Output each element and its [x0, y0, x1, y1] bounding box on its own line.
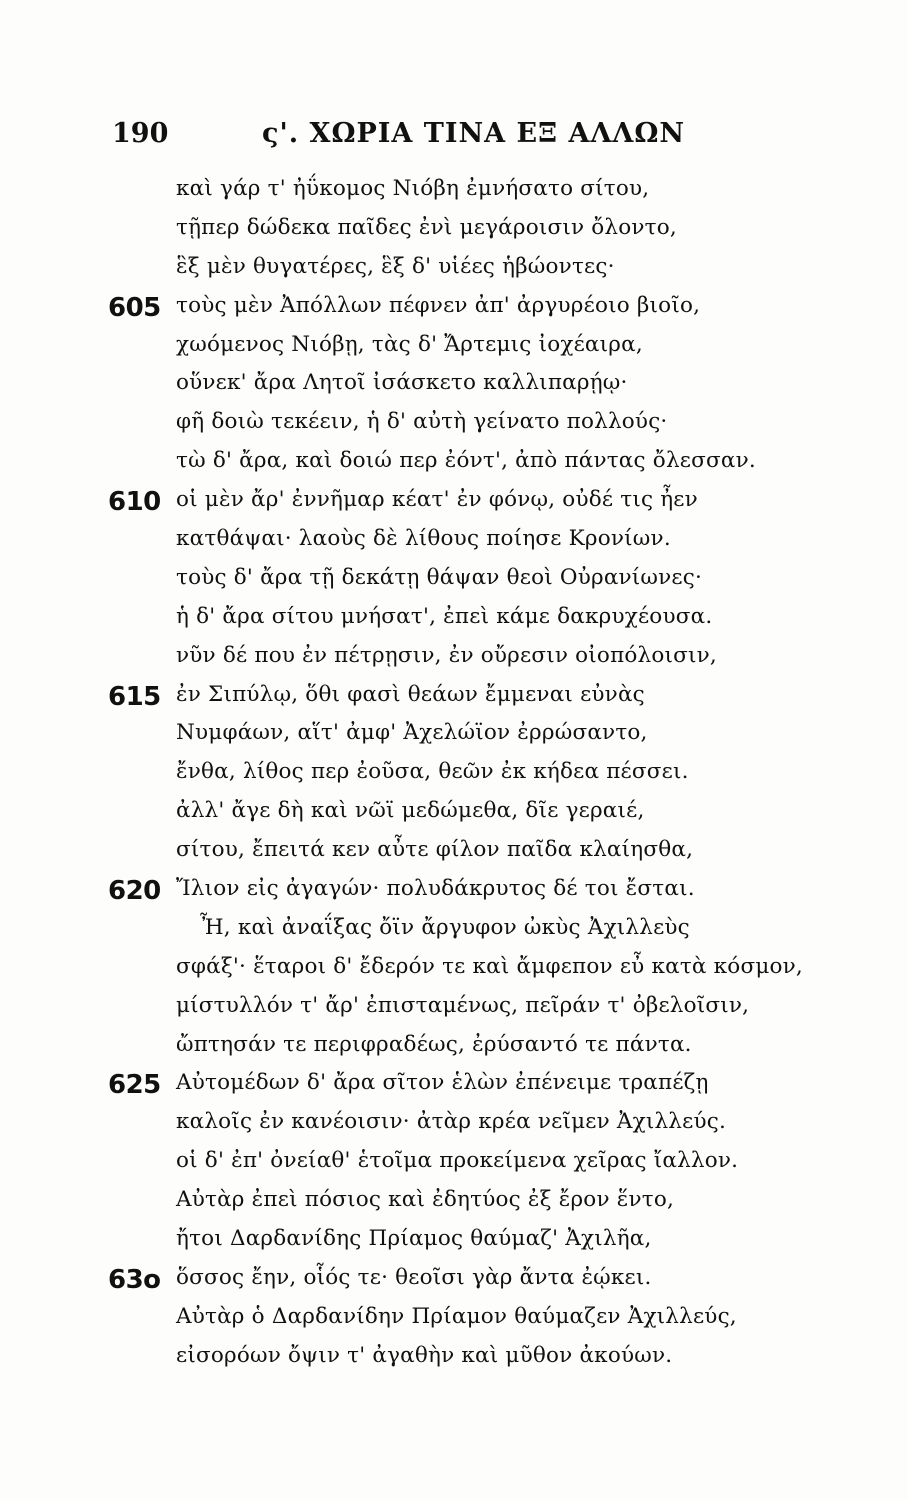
verse-line	[0, 678, 907, 717]
verse-text: καὶ γάρ τ' ἠΰκομος Νιόβη ἐμνήσατο σίτου,	[176, 176, 650, 201]
verse-line	[0, 794, 907, 833]
verse-line	[0, 172, 907, 211]
verse-text: Αὐτὰρ ἐπεὶ πόσιος καὶ ἐδητύος ἐξ ἔρον ἕντο,	[176, 1187, 675, 1213]
verse-line	[0, 639, 907, 678]
verse-line	[0, 1183, 907, 1222]
verse-text: οἱ δ' ἐπ' ὀνείαθ' ἑτοῖμα προκείμενα χεῖρας ἴαλλον.	[176, 1148, 739, 1174]
verse-line	[0, 444, 907, 483]
verse-text: εἰσορόων ὄψιν τ' ἀγαθὴν καὶ μῦθον ἀκούων.	[176, 1342, 673, 1368]
verse-text: Ἦ, καὶ ἀναΐξας ὄϊν ἄργυφον ὠκὺς Ἀχιλλεὺς	[200, 914, 690, 940]
verse-text: σφάξ'· ἕταροι δ' ἔδερόν τε καὶ ἄμφεπον εὖ κατὰ κόσμον,	[176, 953, 803, 979]
verse-text: σίτου, ἔπειτά κεν αὖτε φίλον παῖδα κλαίησθα,	[176, 837, 694, 863]
verse-line	[0, 1144, 907, 1183]
verse-block	[0, 172, 907, 1378]
verse-text: Αὐτομέδων δ' ἄρα σῖτον ἑλὼν ἐπένειμε τραπέζῃ	[176, 1070, 709, 1096]
verse-text: ὤπτησάν τε περιφραδέως, ἐρύσαντό τε πάντα.	[176, 1031, 692, 1057]
verse-line	[0, 716, 907, 755]
verse-line	[0, 755, 907, 794]
line-number: 63o	[108, 1264, 161, 1295]
verse-text: κατθάψαι· λαοὺς δὲ λίθους ποίησε Κρονίων.	[176, 526, 671, 552]
verse-line	[0, 600, 907, 639]
line-number: 625	[108, 1070, 161, 1101]
verse-text: ἡ δ' ἄρα σίτου μνήσατ', ἐπεὶ κάμε δακρυχέουσα.	[176, 603, 713, 629]
verse-line	[0, 211, 907, 250]
verse-line	[0, 989, 907, 1028]
verse-text: τοὺς μὲν Ἀπόλλων πέφνεν ἀπ' ἀργυρέοιο βιοῖο,	[176, 292, 701, 318]
verse-line	[0, 561, 907, 600]
verse-text: οἱ μὲν ἄρ' ἐννῆμαρ κέατ' ἐν φόνῳ, οὐδέ τις ἦεν	[176, 487, 698, 513]
verse-line	[0, 250, 907, 289]
verse-text: φῆ δοιὼ τεκέειν, ἡ δ' αὐτὴ γείνατο πολλούς·	[176, 409, 668, 435]
line-number: 610	[108, 487, 161, 518]
verse-text: ἓξ μὲν θυγατέρες, ἓξ δ' υἱέες ἡβώοντες·	[176, 253, 615, 279]
line-number: 605	[108, 292, 161, 323]
verse-line	[0, 522, 907, 561]
verse-text: ἤτοι Δαρδανίδης Πρίαμος θαύμαζ' Ἀχιλῆα,	[176, 1226, 652, 1252]
verse-line	[0, 366, 907, 405]
verse-text: Νυμφάων, αἵτ' ἀμφ' Ἀχελώϊον ἐρρώσαντο,	[176, 720, 648, 746]
verse-text: τὼ δ' ἄρα, καὶ δοιώ περ ἐόντ', ἀπὸ πάντας ὄλεσσαν.	[176, 448, 756, 474]
verse-line	[0, 405, 907, 444]
verse-line	[0, 1105, 907, 1144]
verse-text: ὅσσος ἔην, οἷός τε· θεοῖσι γὰρ ἄντα ἐῴκει.	[176, 1264, 652, 1290]
verse-line	[0, 1339, 907, 1378]
verse-text: Ἴλιον εἰς ἀγαγών· πολυδάκρυτος δέ τοι ἔσται.	[176, 876, 695, 902]
verse-line	[0, 911, 907, 950]
verse-text: ἐν Σιπύλῳ, ὅθι φασὶ θεάων ἔμμεναι εὐνὰς	[176, 681, 645, 707]
verse-text: ἀλλ' ἄγε δὴ καὶ νῶϊ μεδώμεθα, δῖε γεραιέ,	[176, 798, 645, 824]
verse-line	[0, 1222, 907, 1261]
verse-line	[0, 833, 907, 872]
page-header	[112, 118, 686, 158]
verse-text: τοὺς δ' ἄρα τῇ δεκάτῃ θάψαν θεοὶ Οὐρανίωνες·	[176, 564, 703, 590]
verse-line	[0, 1066, 907, 1105]
verse-text: ἔνθα, λίθος περ ἐοῦσα, θεῶν ἐκ κήδεα πέσσει.	[176, 759, 689, 785]
verse-text: Αὐτὰρ ὁ Δαρδανίδην Πρίαμον θαύμαζεν Ἀχιλλεύς,	[176, 1303, 737, 1329]
verse-text: τῇπερ δώδεκα παῖδες ἐνὶ μεγάροισιν ὄλοντο,	[176, 214, 677, 240]
running-title: ς'. ΧΩΡΙΑ ΤΙΝΑ ΕΞ ΑΛΛΩΝ	[262, 118, 686, 149]
verse-line	[0, 289, 907, 328]
line-number: 620	[108, 876, 161, 907]
verse-line	[0, 950, 907, 989]
verse-line	[0, 1028, 907, 1067]
verse-line	[0, 1300, 907, 1339]
verse-line	[0, 328, 907, 367]
verse-line	[0, 872, 907, 911]
verse-text: νῦν δέ που ἐν πέτρῃσιν, ἐν οὔρεσιν οἰοπόλοισιν,	[176, 642, 717, 668]
page-number: 190	[112, 118, 169, 149]
line-number: 615	[108, 681, 161, 712]
verse-text: μίστυλλόν τ' ἄρ' ἐπισταμένως, πεῖράν τ' ὀβελοῖσιν,	[176, 992, 750, 1018]
verse-text: χωόμενος Νιόβῃ, τὰς δ' Ἄρτεμις ἰοχέαιρα,	[176, 331, 643, 357]
verse-line	[0, 1261, 907, 1300]
verse-line	[0, 483, 907, 522]
verse-text: οὕνεκ' ἄρα Λητοῖ ἰσάσκετο καλλιπαρῄῳ·	[176, 370, 628, 396]
verse-text: καλοῖς ἐν κανέοισιν· ἀτὰρ κρέα νεῖμεν Ἀχιλλεύς.	[176, 1109, 727, 1135]
